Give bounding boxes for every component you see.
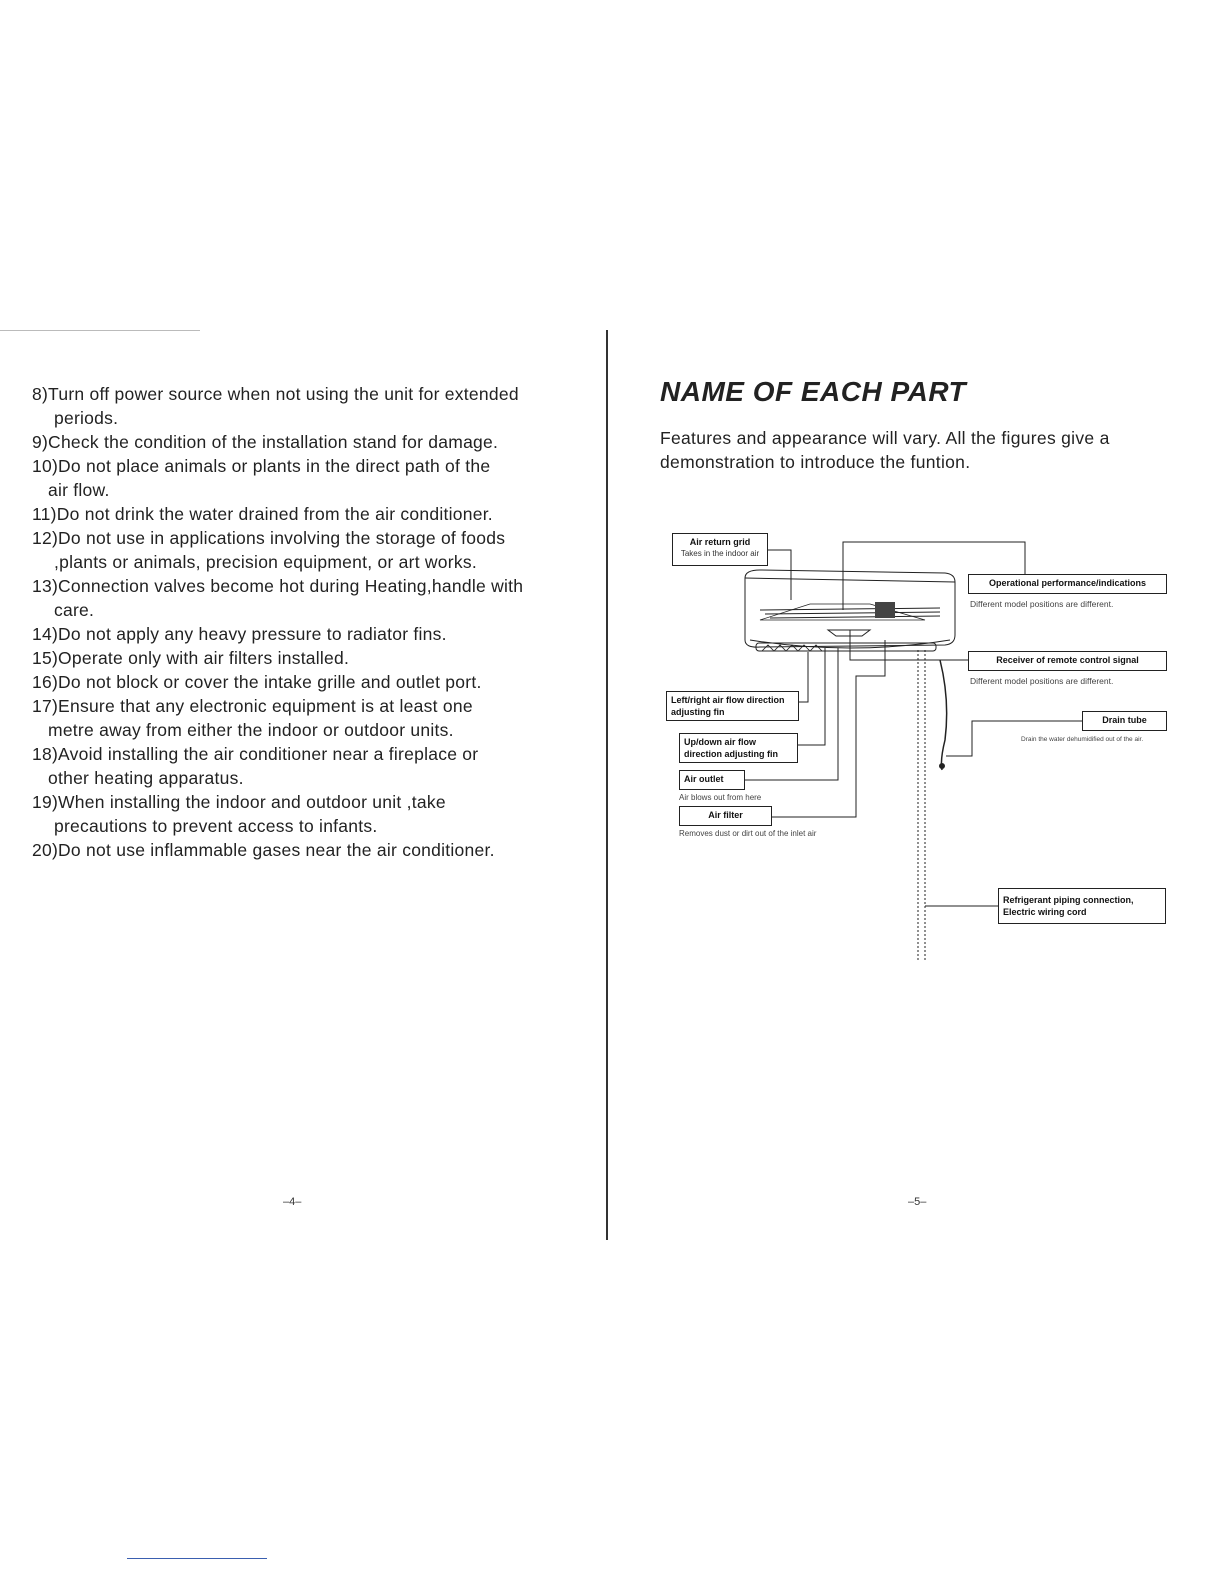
precaution-item: 12)Do not use in applications involving the storage of foods ,plants or animals, precision equipment, or art works. <box>32 528 506 572</box>
label-left-right-fin: Left/right air flow direction adjusting fin <box>666 691 799 721</box>
page-number-left: –4– <box>283 1196 302 1208</box>
precaution-item: 18)Avoid installing the air conditioner near a fireplace or other heating apparatus. <box>32 744 479 788</box>
label-air-return-grid: Air return grid Takes in the indoor air <box>672 533 768 566</box>
precaution-item: 16)Do not block or cover the intake grille and outlet port. <box>32 672 482 692</box>
leader-lines <box>745 542 1082 906</box>
precaution-item: 11)Do not drink the water drained from the air conditioner. <box>32 504 493 524</box>
precaution-item: 9)Check the condition of the installation stand for damage. <box>32 432 499 452</box>
label-air-outlet: Air outlet <box>679 770 745 790</box>
label-drain-tube: Drain tube <box>1082 711 1167 731</box>
precaution-item: 17)Ensure that any electronic equipment is at least one metre away from either the indoor or outdoor units. <box>32 696 473 740</box>
precaution-item: 13)Connection valves become hot during Heating,handle with care. <box>32 576 524 620</box>
label-air-filter: Air filter <box>679 806 772 826</box>
top-divider <box>0 330 200 331</box>
precaution-item: 14)Do not apply any heavy pressure to radiator fins. <box>32 624 447 644</box>
label-operational-performance: Operational performance/indications <box>968 574 1167 594</box>
left-page <box>32 382 592 862</box>
precaution-item: 20)Do not use inflammable gases near the air conditioner. <box>32 840 495 860</box>
desc-drain-tube: Drain the water dehumidified out of the air. <box>1021 736 1144 743</box>
precaution-item: 15)Operate only with air filters installed. <box>32 648 350 668</box>
desc-operational-performance: Different model positions are different. <box>970 599 1114 609</box>
bottom-divider <box>127 1558 267 1559</box>
precaution-item: 8)Turn off power source when not using the unit for extended periods. <box>32 384 519 428</box>
label-up-down-fin: Up/down air flow direction adjusting fin <box>679 733 798 763</box>
precaution-item: 10)Do not place animals or plants in the direct path of the air flow. <box>32 456 491 500</box>
label-remote-receiver: Receiver of remote control signal <box>968 651 1167 671</box>
page-spine <box>606 330 608 1240</box>
page-title: NAME OF EACH PART <box>660 376 967 407</box>
desc-air-outlet: Air blows out from here <box>679 793 762 802</box>
precaution-item: 19)When installing the indoor and outdoor unit ,take precautions to prevent access to infants. <box>32 792 446 836</box>
page-number-right: –5– <box>908 1196 927 1208</box>
desc-air-filter: Removes dust or dirt out of the inlet air <box>679 829 817 838</box>
intro-text: Features and appearance will vary. All the figures give a demonstration to introduce the funtion. <box>660 428 1110 472</box>
desc-remote-receiver: Different model positions are different. <box>970 676 1114 686</box>
label-refrigerant-piping: Refrigerant piping connection, Electric wiring cord <box>998 888 1166 924</box>
indoor-unit-illustration <box>745 570 955 962</box>
